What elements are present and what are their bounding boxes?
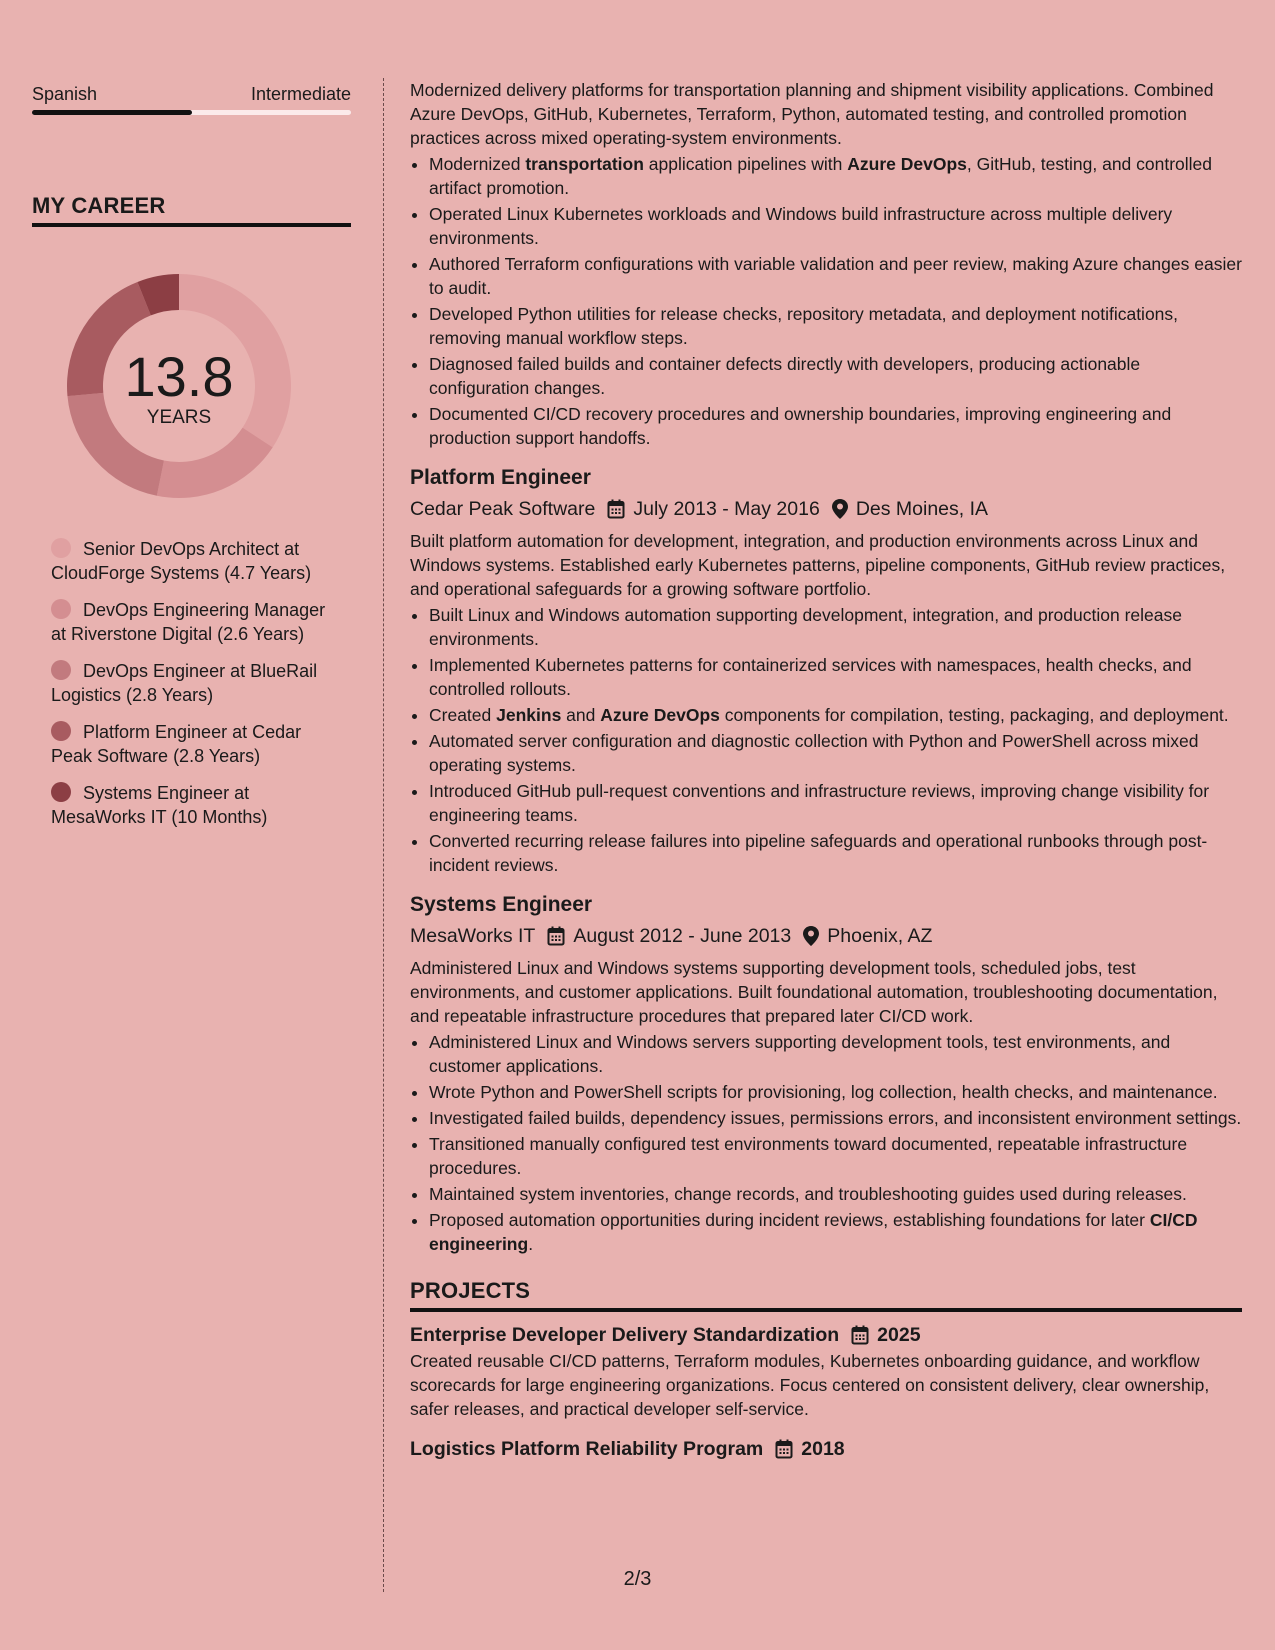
job-meta — [410, 922, 1242, 950]
career-total-unit: YEARS — [146, 407, 212, 428]
language-proficiency-fill — [32, 110, 192, 115]
career-total-years: 13.8 — [124, 345, 234, 408]
career-donut-chart — [64, 271, 294, 501]
legend-label: Systems Engineer at MesaWorks IT (10 Months) — [51, 783, 268, 827]
legend-label: Platform Engineer at Cedar Peak Software (2.8 Years) — [51, 722, 302, 766]
bullet-text: components for compilation, testing, packaging, and deployment. — [719, 705, 1229, 725]
legend-item — [51, 598, 331, 646]
job-meta — [410, 495, 1242, 523]
job-bullets — [410, 603, 1242, 877]
bullet-item: • Automated server configuration and diagnostic collection with Python and PowerShell across mixed operating systems. — [429, 729, 1242, 777]
bullet-item — [429, 152, 1242, 200]
legend-swatch — [51, 660, 71, 680]
bullet-item: • Converted recurring release failures into pipeline safeguards and operational runbooks through post-incident reviews. — [429, 829, 1242, 877]
language-name: Spanish — [32, 84, 98, 104]
job-company: Cedar Peak Software — [410, 498, 596, 520]
bullet-item — [429, 703, 1242, 727]
bullet-item: • Developed Python utilities for release checks, repository metadata, and deployment notifications, removing manual workflow steps. — [429, 302, 1242, 350]
job-location: Des Moines, IA — [855, 498, 989, 520]
bullet-item: • Administered Linux and Windows servers supporting development tools, test environments, and customer applications. — [429, 1030, 1242, 1078]
legend-label: Senior DevOps Architect at CloudForge Systems (4.7 Years) — [51, 539, 312, 583]
legend-item — [51, 659, 331, 707]
bullet-item — [429, 1208, 1242, 1256]
bullet-item: • Implemented Kubernetes patterns for containerized services with namespaces, health checks, and controlled rollouts. — [429, 653, 1242, 701]
main-column — [410, 78, 1242, 1463]
bullet-keyword: Azure DevOps — [600, 705, 720, 725]
job-bullets — [410, 152, 1242, 450]
bullet-keyword: transportation — [525, 154, 644, 174]
project-title — [410, 1321, 1242, 1349]
job-summary: Modernized delivery platforms for transportation planning and shipment visibility applications. Combined Azure DevOps, GitHub, Kubernetes, Terraform, Python, automated testing, and controlled promotion practices across mixed operating-system environments. — [410, 80, 1214, 148]
legend-item — [51, 781, 331, 829]
job-title: Systems Engineer — [410, 893, 593, 916]
bullet-item: • Diagnosed failed builds and container defects directly with developers, producing actionable configuration changes. — [429, 352, 1242, 400]
bullet-item: • Authored Terraform configurations with variable validation and peer review, making Azure changes easier to audit. — [429, 252, 1242, 300]
bullet-item: • Transitioned manually configured test environments toward documented, repeatable infrastructure procedures. — [429, 1132, 1242, 1180]
location-pin-icon — [832, 499, 848, 519]
calendar-icon — [775, 1439, 793, 1459]
bullet-text: Modernized — [429, 154, 526, 174]
job-dates: July 2013 - May 2016 — [633, 498, 820, 520]
bullet-text: and — [561, 705, 601, 725]
legend-swatch — [51, 721, 71, 741]
career-section-title: MY CAREER — [32, 193, 351, 227]
legend-label: DevOps Engineer at BlueRail Logistics (2.8 Years) — [51, 661, 318, 705]
bullet-item: • Operated Linux Kubernetes workloads and Windows build infrastructure across multiple delivery environments. — [429, 202, 1242, 250]
project-name: Logistics Platform Reliability Program — [410, 1438, 764, 1460]
location-pin-icon — [803, 926, 819, 946]
job-summary: Built platform automation for development, integration, and production environments across Linux and Windows systems. Established early Kubernetes patterns, pipeline components, GitHub review practices, and operational safeguards for a growing software portfolio. — [410, 531, 1226, 599]
language-level: Intermediate — [250, 84, 351, 104]
legend-swatch — [51, 599, 71, 619]
legend-swatch — [51, 782, 71, 802]
job-dates: August 2012 - June 2013 — [573, 925, 792, 947]
job-bullets — [410, 1030, 1242, 1256]
language-row — [32, 80, 351, 108]
bullet-item: • Built Linux and Windows automation supporting development, integration, and production release environments. — [429, 603, 1242, 651]
job-title: Platform Engineer — [410, 466, 591, 489]
page-number: 2/3 — [623, 1568, 652, 1590]
calendar-icon — [547, 926, 565, 946]
bullet-keyword: CI/CD engineering — [429, 1210, 1198, 1254]
calendar-icon — [851, 1325, 869, 1345]
donut-center — [64, 271, 294, 501]
project-year: 2018 — [801, 1438, 845, 1460]
project-description: Created reusable CI/CD patterns, Terraform modules, Kubernetes onboarding guidance, and workflow scorecards for large engineering organizations. Focus centered on consistent delivery, clear ownership, safer releases, and practical developer self-service. — [410, 1351, 1210, 1419]
bullet-item: • Maintained system inventories, change records, and troubleshooting guides used during releases. — [429, 1182, 1242, 1206]
job-company: MesaWorks IT — [410, 925, 536, 947]
project-year: 2025 — [877, 1324, 921, 1346]
sidebar — [32, 80, 351, 842]
bullet-text: , GitHub, testing, and controlled artifact promotion. — [429, 154, 1213, 198]
project-name: Enterprise Developer Delivery Standardization — [410, 1324, 840, 1346]
legend-item — [51, 537, 331, 585]
career-legend — [32, 537, 351, 829]
column-divider — [383, 78, 384, 1592]
project-title — [410, 1435, 1242, 1463]
bullet-keyword: Jenkins — [496, 705, 562, 725]
bullet-item: • Investigated failed builds, dependency issues, permissions errors, and inconsistent environment settings. — [429, 1106, 1242, 1130]
language-proficiency-bar — [32, 110, 351, 115]
bullet-item: • Documented CI/CD recovery procedures and ownership boundaries, improving engineering and production support handoffs. — [429, 402, 1242, 450]
job-summary: Administered Linux and Windows systems supporting development tools, scheduled jobs, test environments, and customer applications. Built foundational automation, troubleshooting documentation, and repeatable infrastructure procedures that prepared later CI/CD work. — [410, 958, 1218, 1026]
bullet-text: Created — [429, 705, 497, 725]
bullet-text: . — [528, 1234, 534, 1254]
bullet-item: • Introduced GitHub pull-request conventions and infrastructure reviews, improving change visibility for engineering teams. — [429, 779, 1242, 827]
projects-section-title: PROJECTS — [410, 1278, 1242, 1312]
legend-swatch — [51, 538, 71, 558]
legend-item — [51, 720, 331, 768]
bullet-item: • Wrote Python and PowerShell scripts for provisioning, log collection, health checks, and maintenance. — [429, 1080, 1242, 1104]
bullet-keyword: Azure DevOps — [847, 154, 967, 174]
legend-label: DevOps Engineering Manager at Riverstone Digital (2.6 Years) — [51, 600, 326, 644]
calendar-icon — [607, 499, 625, 519]
bullet-text: Proposed automation opportunities during incident reviews, establishing foundations for later — [429, 1210, 1150, 1230]
job-location: Phoenix, AZ — [827, 925, 933, 947]
bullet-text: application pipelines with — [643, 154, 848, 174]
